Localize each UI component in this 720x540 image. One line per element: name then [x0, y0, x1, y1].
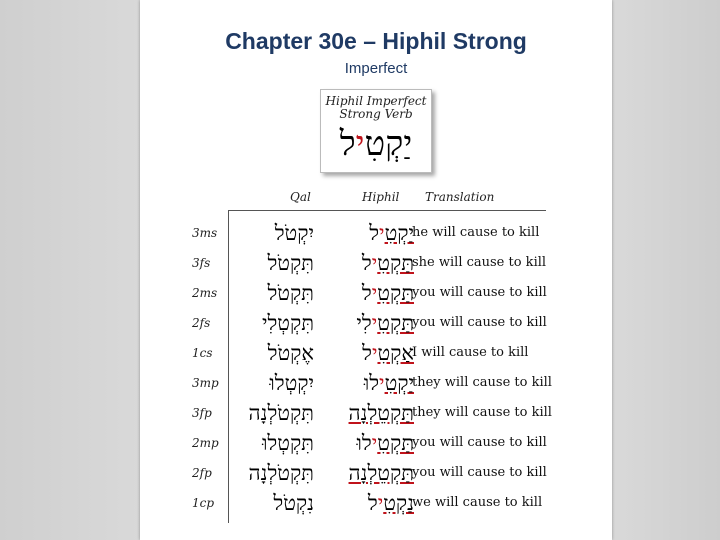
hiphil-form-vowel-letter: י [379, 371, 385, 395]
qal-form: תִּקְטֹל [267, 251, 314, 275]
callout-hebrew-form [321, 124, 431, 164]
hiphil-form-stem: תַּקְטִ [377, 251, 414, 275]
table-row [188, 308, 588, 338]
hiphil-form [314, 248, 414, 278]
slide-page [140, 0, 612, 540]
hiphil-form-ending: ל [361, 251, 372, 275]
translation-text: we will cause to kill [412, 495, 543, 510]
hiphil-form-ending: ל [367, 491, 378, 515]
right-margin [612, 0, 720, 540]
qal-form: תִּקְטְלוּ [262, 431, 314, 455]
header-qal: Qal [290, 190, 311, 204]
header-translation: Translation [425, 190, 495, 204]
pgn-label: 2ms [192, 286, 218, 300]
qal-form: תִּקְטֹל [267, 281, 314, 305]
translation-text: you will cause to kill [412, 315, 547, 330]
table-row [188, 488, 588, 518]
callout-line-2: Strong Verb [339, 107, 413, 121]
hiphil-form [314, 308, 414, 338]
hiphil-form-stem: אַקְטִ [377, 341, 414, 365]
qal-form: אֶקְטֹל [267, 341, 314, 365]
hiphil-form [314, 338, 414, 368]
table-row [188, 218, 588, 248]
hiphil-form-ending: לוּ [356, 431, 372, 455]
translation-text: you will cause to kill [412, 435, 547, 450]
translation-text: they will cause to kill [412, 405, 552, 420]
pgn-label: 3mp [192, 376, 219, 390]
hiphil-form-stem: תַּקְטֵלְנָה [348, 461, 414, 485]
callout-form-prefix: יַ [403, 124, 413, 164]
translation-text: you will cause to kill [412, 285, 547, 300]
hiphil-form-stem: תַּקְטִ [377, 281, 414, 305]
table-row [188, 248, 588, 278]
callout-form-end: ל [339, 124, 356, 164]
left-margin [0, 0, 140, 540]
hiphil-form-stem: יַקְטִ [384, 371, 414, 395]
page-title: Chapter 30e – Hiphil Strong [225, 28, 527, 54]
hiphil-form [314, 488, 414, 518]
callout-box [320, 89, 432, 173]
page-subtitle: Imperfect [344, 60, 408, 77]
qal-form: תִּקְטְלִי [261, 311, 314, 335]
translation-text: she will cause to kill [412, 255, 547, 270]
qal-form: יִקְטֹל [274, 221, 314, 245]
pgn-label: 2fs [192, 316, 211, 330]
callout-form-red: י [355, 124, 365, 164]
qal-form: תִּקְטֹלְנָה [248, 461, 314, 485]
hiphil-form [314, 428, 414, 458]
qal-form: תִּקְטֹלְנָה [248, 401, 314, 425]
pgn-label: 3fp [192, 406, 212, 420]
hiphil-form [314, 278, 414, 308]
qal-form: יִקְטְלוּ [269, 371, 314, 395]
hiphil-form-vowel-letter: י [377, 491, 384, 515]
hiphil-form-vowel-letter: י [371, 251, 378, 275]
pgn-label: 1cs [192, 346, 213, 360]
hiphil-form [314, 398, 414, 428]
table-row [188, 428, 588, 458]
hiphil-form-ending: ל [369, 221, 380, 245]
header-hiphil: Hiphil [362, 190, 400, 204]
hiphil-form-vowel-letter: י [371, 341, 378, 365]
translation-text: you will cause to kill [412, 465, 547, 480]
hiphil-form-vowel-letter: י [371, 281, 378, 305]
hiphil-form-ending: ל [361, 281, 372, 305]
table-row [188, 458, 588, 488]
hiphil-form-vowel-letter: י [379, 221, 385, 245]
hiphil-form [314, 458, 414, 488]
translation-text: they will cause to kill [412, 375, 552, 390]
callout-form-mid: קְטִ [364, 124, 404, 164]
qal-form: נִקְטֹל [273, 491, 314, 515]
hiphil-form-ending: לוּ [363, 371, 380, 395]
hiphil-form [314, 218, 414, 248]
translation-text: I will cause to kill [412, 345, 529, 360]
hiphil-form-ending: ל [362, 341, 372, 365]
table-row [188, 278, 588, 308]
table-row [188, 368, 588, 398]
pgn-label: 3fs [192, 256, 211, 270]
table-row [188, 398, 588, 428]
hiphil-form-ending: לִי [356, 311, 372, 335]
hiphil-form-stem: תַּקְטֵלְנָה [348, 401, 414, 425]
hiphil-form-stem: נַקְטִ [383, 491, 414, 515]
pgn-label: 3ms [192, 226, 218, 240]
pgn-label: 2fp [192, 466, 212, 480]
hiphil-form [314, 368, 414, 398]
pgn-label: 1cp [192, 496, 215, 510]
callout-line-1: Hiphil Imperfect [325, 94, 427, 108]
hiphil-form-stem: תַּקְטִ [377, 431, 414, 455]
pgn-label: 2mp [192, 436, 219, 450]
hiphil-form-stem: יַקְטִ [384, 221, 414, 245]
table-top-rule [228, 210, 546, 211]
hiphil-form-stem: תַּקְטִ [377, 311, 414, 335]
hiphil-form-vowel-letter: י [371, 311, 378, 335]
translation-text: he will cause to kill [412, 225, 540, 240]
hiphil-form-vowel-letter: י [371, 431, 378, 455]
table-row [188, 338, 588, 368]
